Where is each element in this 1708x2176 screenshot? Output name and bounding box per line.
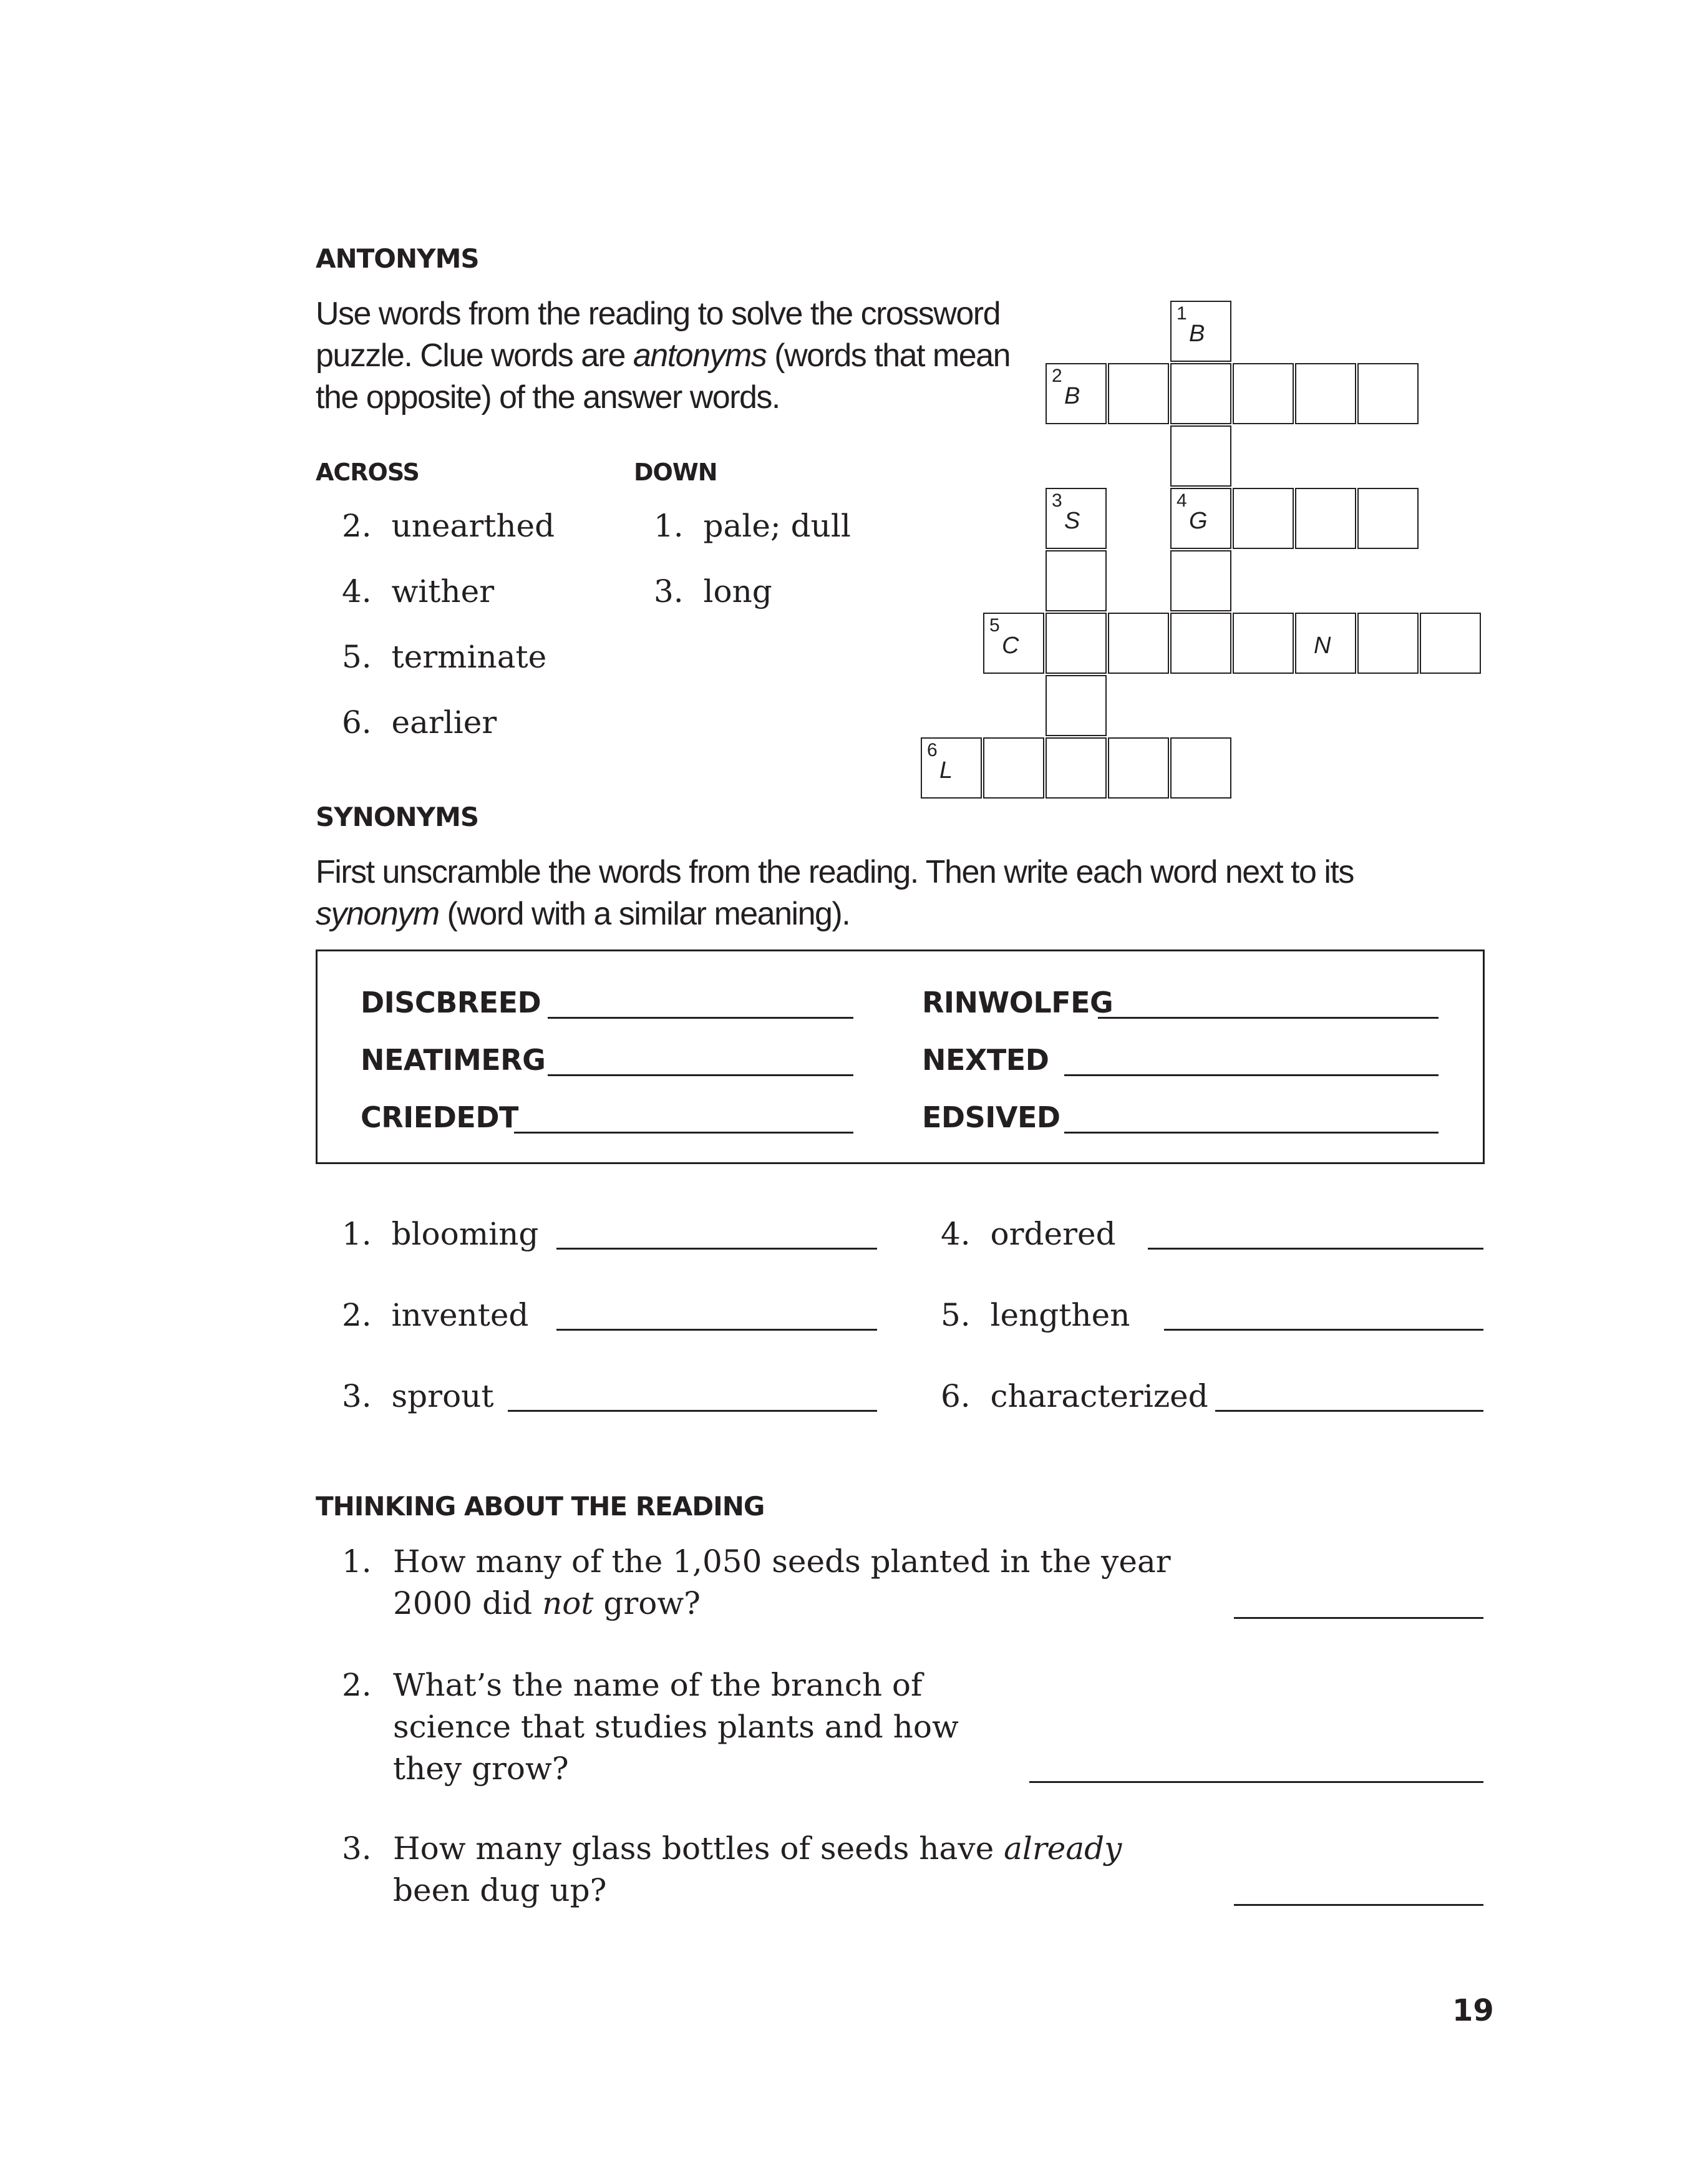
clue-number: 5. bbox=[342, 639, 372, 675]
answer-line[interactable] bbox=[1029, 1781, 1483, 1783]
answer-line[interactable] bbox=[556, 1248, 877, 1250]
across-clue bbox=[342, 636, 546, 678]
question-number: 2. bbox=[342, 1667, 372, 1703]
instructions-line-2 bbox=[316, 335, 1052, 377]
answer-line[interactable] bbox=[1234, 1617, 1483, 1619]
question-text: 2000 did bbox=[393, 1585, 533, 1621]
crossword-cell[interactable] bbox=[1295, 488, 1356, 549]
question-line: been dug up? bbox=[393, 1872, 607, 1908]
crossword-cell[interactable] bbox=[1046, 363, 1107, 424]
scrambled-word: RINWOLFEG bbox=[922, 986, 1114, 1019]
answer-line[interactable] bbox=[1148, 1248, 1483, 1250]
crossword-cell[interactable] bbox=[1357, 363, 1419, 424]
instructions-line-2 bbox=[316, 893, 1501, 935]
cell-number: 1 bbox=[1177, 303, 1187, 324]
synonym-item bbox=[941, 1376, 1208, 1417]
item-word: sprout bbox=[391, 1378, 494, 1414]
question-line: science that studies plants and how bbox=[393, 1709, 959, 1745]
scrambled-word: NEXTED bbox=[922, 1043, 1049, 1077]
item-word: invented bbox=[391, 1297, 529, 1333]
down-clue bbox=[654, 571, 772, 613]
question-text: grow? bbox=[603, 1585, 701, 1621]
synonym-item bbox=[342, 1294, 528, 1336]
synonym-item bbox=[342, 1376, 493, 1417]
crossword-cell[interactable] bbox=[1420, 613, 1481, 674]
crossword-cell[interactable] bbox=[1046, 613, 1107, 674]
scrambled-word: CRIEDEDT bbox=[361, 1100, 518, 1134]
item-number: 2. bbox=[342, 1297, 372, 1333]
synonym-item bbox=[941, 1294, 1130, 1336]
cell-number: 4 bbox=[1177, 490, 1187, 511]
scrambled-word: EDSIVED bbox=[922, 1100, 1060, 1134]
across-label: ACROSS bbox=[316, 459, 419, 486]
instructions-text-tail: (words that mean bbox=[774, 338, 1011, 374]
cell-number: 3 bbox=[1052, 490, 1062, 511]
answer-line[interactable] bbox=[1098, 1017, 1439, 1019]
crossword-cell[interactable] bbox=[1170, 488, 1231, 549]
answer-line[interactable] bbox=[508, 1410, 877, 1412]
clue-text: long bbox=[703, 573, 772, 610]
clue-number: 3. bbox=[654, 573, 684, 610]
crossword-cell[interactable] bbox=[1170, 363, 1231, 424]
scrambled-word: NEATIMERG bbox=[361, 1043, 546, 1077]
item-number: 6. bbox=[941, 1378, 971, 1414]
crossword-cell[interactable] bbox=[983, 737, 1044, 799]
clue-number: 2. bbox=[342, 508, 372, 544]
cell-letter: C bbox=[1002, 633, 1019, 659]
cell-number: 6 bbox=[927, 740, 938, 760]
crossword-cell[interactable] bbox=[1170, 550, 1231, 611]
clue-text: earlier bbox=[391, 704, 497, 741]
instructions-emphasis: antonyms bbox=[633, 338, 767, 374]
clue-number: 6. bbox=[342, 704, 372, 741]
item-number: 4. bbox=[941, 1216, 971, 1252]
question-line: they grow? bbox=[393, 1751, 569, 1787]
cell-number: 5 bbox=[989, 615, 1000, 636]
crossword-cell[interactable] bbox=[1108, 613, 1169, 674]
across-clue bbox=[342, 571, 494, 613]
synonym-item bbox=[342, 1213, 538, 1255]
question-line: How many of the 1,050 seeds planted in the year bbox=[393, 1543, 1171, 1580]
cell-letter: B bbox=[1189, 321, 1205, 347]
down-label: DOWN bbox=[634, 459, 717, 486]
crossword-cell[interactable] bbox=[1233, 488, 1294, 549]
instructions-line-1: Use words from the reading to solve the crossword bbox=[316, 296, 1001, 332]
item-word: lengthen bbox=[990, 1297, 1130, 1333]
crossword-cell[interactable] bbox=[1108, 737, 1169, 799]
synonyms-instructions bbox=[316, 852, 1501, 935]
clue-text: pale; dull bbox=[703, 508, 851, 544]
crossword-cell[interactable] bbox=[921, 737, 982, 799]
cell-letter: L bbox=[939, 757, 953, 784]
item-word: ordered bbox=[990, 1216, 1116, 1252]
crossword-cell[interactable] bbox=[1170, 613, 1231, 674]
crossword-cell[interactable] bbox=[1046, 675, 1107, 736]
cell-letter: G bbox=[1189, 508, 1208, 534]
antonyms-instructions bbox=[316, 293, 1052, 419]
across-clue bbox=[342, 505, 555, 547]
crossword-cell[interactable] bbox=[1233, 613, 1294, 674]
crossword-cell[interactable] bbox=[1170, 425, 1231, 487]
clue-number: 1. bbox=[654, 508, 684, 544]
answer-line[interactable] bbox=[1164, 1329, 1483, 1331]
question-emphasis: not bbox=[542, 1585, 594, 1621]
answer-line[interactable] bbox=[1064, 1074, 1439, 1076]
crossword-cell[interactable] bbox=[1170, 301, 1231, 362]
question-line bbox=[393, 1583, 1204, 1625]
crossword-cell[interactable] bbox=[1357, 488, 1419, 549]
answer-line[interactable] bbox=[548, 1074, 853, 1076]
answer-line[interactable] bbox=[1215, 1410, 1483, 1412]
instructions-line-3: the opposite) of the answer words. bbox=[316, 379, 780, 415]
question-1 bbox=[393, 1541, 1204, 1625]
answer-line[interactable] bbox=[548, 1017, 853, 1019]
crossword-cell[interactable] bbox=[1046, 550, 1107, 611]
question-line bbox=[393, 1828, 1204, 1870]
question-number: 1. bbox=[342, 1543, 372, 1580]
answer-line[interactable] bbox=[556, 1329, 877, 1331]
question-number: 3. bbox=[342, 1830, 372, 1867]
crossword-cell[interactable] bbox=[983, 613, 1044, 674]
crossword-cell[interactable] bbox=[1170, 737, 1231, 799]
cell-number: 2 bbox=[1052, 366, 1062, 386]
instructions-line-1: First unscramble the words from the reading. Then write each word next to its bbox=[316, 854, 1354, 890]
crossword-cell[interactable] bbox=[1108, 363, 1169, 424]
item-number: 5. bbox=[941, 1297, 971, 1333]
antonyms-heading: ANTONYMS bbox=[316, 243, 479, 274]
clue-text: terminate bbox=[391, 639, 547, 675]
item-word: blooming bbox=[391, 1216, 539, 1252]
crossword-cell[interactable] bbox=[1046, 737, 1107, 799]
instructions-text: (word with a similar meaning). bbox=[447, 896, 850, 932]
instructions-emphasis: synonym bbox=[316, 896, 439, 932]
thinking-heading: THINKING ABOUT THE READING bbox=[316, 1491, 765, 1522]
page-number: 19 bbox=[1452, 1993, 1494, 2028]
question-emphasis: already bbox=[1004, 1830, 1122, 1867]
across-clue bbox=[342, 702, 497, 744]
instructions-text: puzzle. Clue words are bbox=[316, 338, 625, 374]
clue-text: unearthed bbox=[391, 508, 555, 544]
clue-text: wither bbox=[391, 573, 495, 610]
crossword-cell[interactable] bbox=[1295, 363, 1356, 424]
cell-letter: S bbox=[1064, 508, 1080, 534]
crossword-cell[interactable] bbox=[1295, 613, 1356, 674]
cell-letter: N bbox=[1314, 633, 1331, 659]
clue-number: 4. bbox=[342, 573, 372, 610]
item-word: characterized bbox=[990, 1378, 1208, 1414]
synonym-item bbox=[941, 1213, 1116, 1255]
down-clue bbox=[654, 505, 851, 547]
answer-line[interactable] bbox=[1064, 1132, 1439, 1134]
cell-letter: B bbox=[1064, 383, 1080, 409]
item-number: 3. bbox=[342, 1378, 372, 1414]
crossword-cell[interactable] bbox=[1233, 363, 1294, 424]
answer-line[interactable] bbox=[514, 1132, 853, 1134]
crossword-cell[interactable] bbox=[1046, 488, 1107, 549]
crossword-cell[interactable] bbox=[1357, 613, 1419, 674]
item-number: 1. bbox=[342, 1216, 372, 1252]
question-2 bbox=[393, 1664, 1204, 1790]
question-3 bbox=[393, 1828, 1204, 1911]
question-text: How many glass bottles of seeds have bbox=[393, 1830, 994, 1867]
question-line: What’s the name of the branch of bbox=[393, 1667, 923, 1703]
answer-line[interactable] bbox=[1234, 1904, 1483, 1906]
synonyms-heading: SYNONYMS bbox=[316, 802, 479, 832]
scrambled-word: DISCBREED bbox=[361, 986, 541, 1019]
